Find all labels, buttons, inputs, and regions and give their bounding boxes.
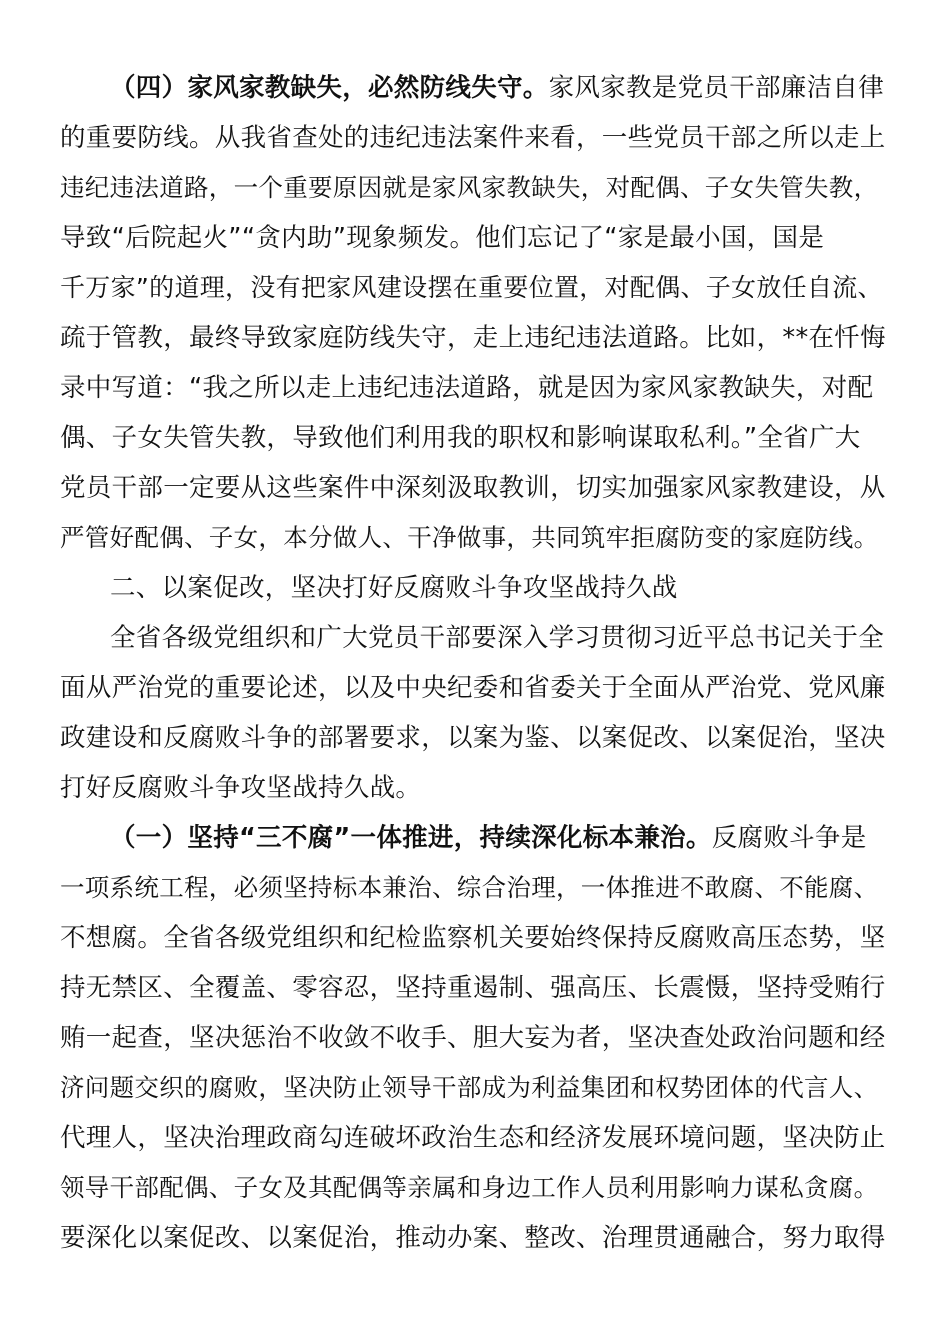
paragraph-line: 代理人，坚决治理政商勾连破坏政治生态和经济发展环境问题，坚决防止 [60, 1123, 886, 1153]
paragraph-line: 偶、子女失管失教，导致他们利用我的职权和影响谋取私利。”全省广大 [60, 423, 861, 453]
paragraph-line: 党员干部一定要从这些案件中深刻汲取教训，切实加强家风家教建设，从 [60, 473, 886, 503]
paragraph-line: 打好反腐败斗争攻坚战持久战。 [60, 773, 422, 803]
paragraph-line: 贿一起查，坚决惩治不收敛不收手、胆大妄为者，坚决查处政治问题和经 [60, 1023, 886, 1053]
paragraph-line: 面从严治党的重要论述，以及中央纪委和省委关于全面从严治党、党风廉 [60, 673, 886, 703]
paragraph-line: 导致“后院起火”“贪内助”现象频发。他们忘记了“家是最小国，国是 [60, 223, 825, 253]
paragraph-line: （四）家风家教缺失，必然防线失守。家风家教是党员干部廉洁自律 [110, 73, 885, 103]
paragraph-line: 领导干部配偶、子女及其配偶等亲属和身边工作人员利用影响力谋私贪腐。 [60, 1173, 879, 1202]
paragraph-line: 一项系统工程，必须坚持标本兼治、综合治理，一体推进不敢腐、不能腐、 [60, 873, 879, 902]
paragraph-line: 的重要防线。从我省查处的违纪违法案件来看，一些党员干部之所以走上 [60, 123, 886, 153]
paragraph-line: 政建设和反腐败斗争的部署要求，以案为鉴、以案促改、以案促治，坚决 [60, 723, 886, 753]
paragraph-line: 济问题交织的腐败，坚决防止领导干部成为利益集团和权势团体的代言人、 [60, 1073, 879, 1102]
paragraph-line: （一）坚持“三不腐”一体推进，持续深化标本兼治。反腐败斗争是 [110, 823, 867, 853]
paragraph-line: 不想腐。全省各级党组织和纪检监察机关要始终保持反腐败高压态势，坚 [60, 923, 886, 953]
section-heading-4: （四）家风家教缺失，必然防线失守。 [110, 73, 549, 103]
paragraph-line: 疏于管教，最终导致家庭防线失守，走上违纪违法道路。比如，**在忏悔 [60, 323, 886, 353]
paragraph-line: 全省各级党组织和广大党员干部要深入学习贯彻习近平总书记关于全 [110, 623, 885, 653]
section-heading-1: （一）坚持“三不腐”一体推进，持续深化标本兼治。 [110, 823, 712, 853]
paragraph-line: 严管好配偶、子女，本分做人、干净做事，共同筑牢拒腐防变的家庭防线。 [60, 523, 879, 552]
paragraph-line: 持无禁区、全覆盖、零容忍，坚持重遏制、强高压、长震慑，坚持受贿行 [60, 973, 886, 1003]
paragraph-line: 千万家”的道理，没有把家风建设摆在重要位置，对配偶、子女放任自流、 [60, 273, 883, 302]
paragraph-line: 要深化以案促改、以案促治，推动办案、整改、治理贯通融合，努力取得 [60, 1223, 886, 1253]
paragraph-line: 录中写道：“我之所以走上违纪违法道路，就是因为家风家教缺失，对配 [60, 373, 874, 403]
section-title: 二、以案促改，坚决打好反腐败斗争攻坚战持久战 [110, 573, 678, 603]
paragraph-line: 违纪违法道路，一个重要原因就是家风家教缺失，对配偶、子女失管失教， [60, 173, 879, 202]
